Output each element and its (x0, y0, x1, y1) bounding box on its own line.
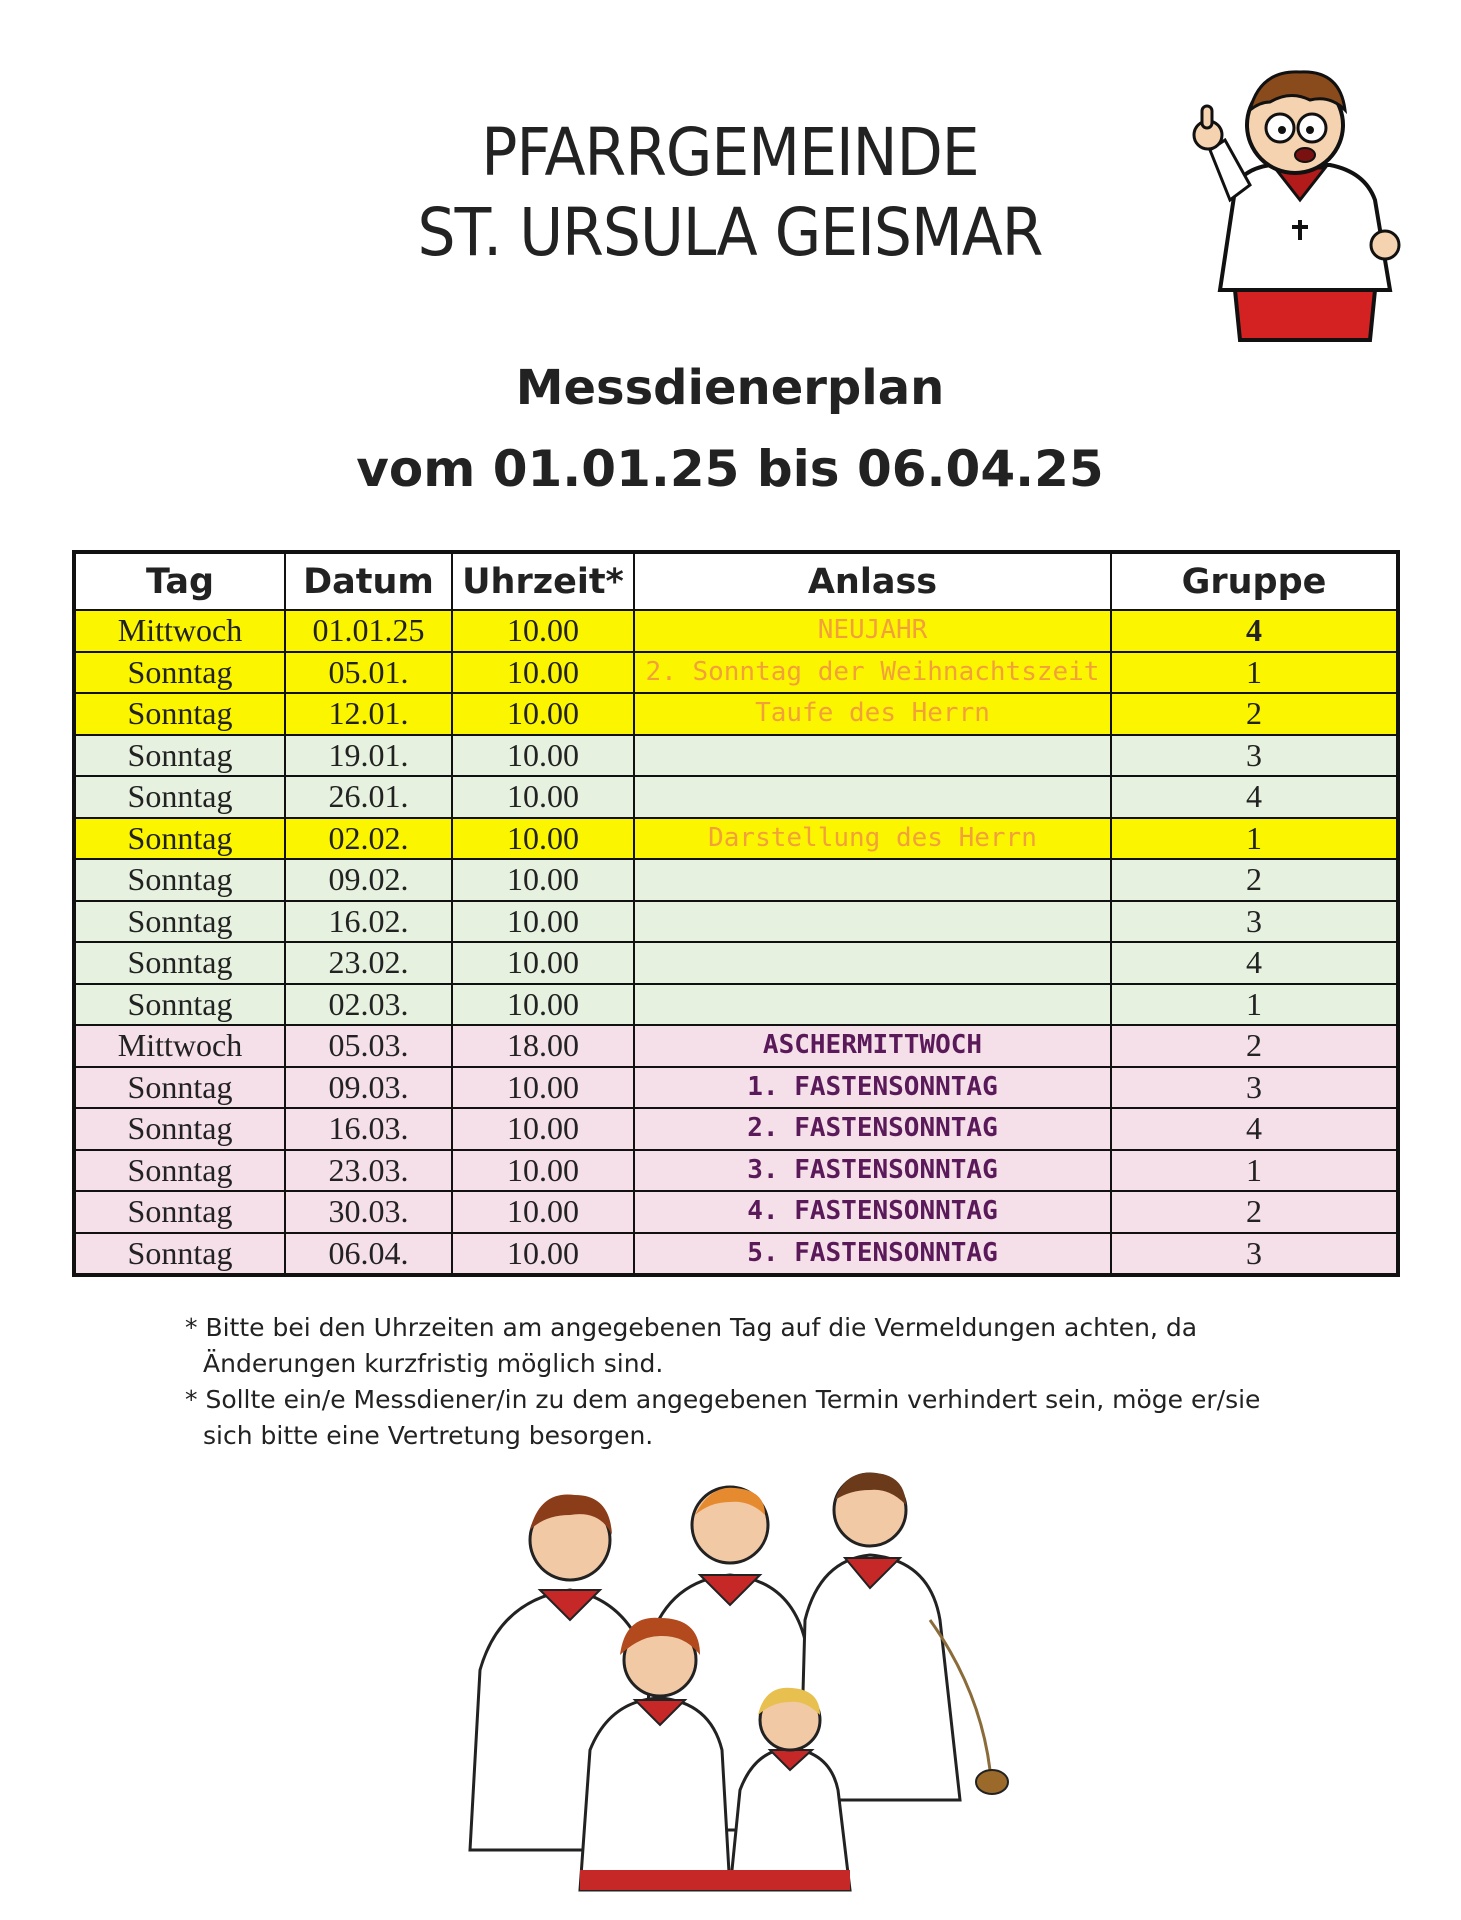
cell-datum: 02.02. (285, 818, 452, 860)
cell-anlass: 2. Sonntag der Weihnachtszeit (634, 652, 1111, 694)
cell-datum: 23.03. (285, 1150, 452, 1192)
cell-anlass (634, 735, 1111, 777)
table-row (74, 735, 1398, 777)
column-header-uhrzeit: Uhrzeit* (452, 552, 634, 610)
cell-anlass: 5. FASTENSONNTAG (634, 1233, 1111, 1276)
cell-anlass (634, 901, 1111, 943)
cell-tag: Sonntag (74, 1191, 285, 1233)
table-row (74, 942, 1398, 984)
table-row (74, 901, 1398, 943)
plan-title: Messdienerplan (515, 360, 945, 416)
table-row (74, 1191, 1398, 1233)
table-row (74, 984, 1398, 1026)
cell-tag: Sonntag (74, 859, 285, 901)
table-row (74, 652, 1398, 694)
cell-uhrzeit: 10.00 (452, 901, 634, 943)
table-row (74, 1233, 1398, 1276)
table-row (74, 1108, 1398, 1150)
cell-gruppe: 4 (1111, 942, 1398, 984)
cell-gruppe: 2 (1111, 1191, 1398, 1233)
cell-datum: 26.01. (285, 776, 452, 818)
cell-gruppe: 2 (1111, 693, 1398, 735)
cell-uhrzeit: 10.00 (452, 1067, 634, 1109)
cell-tag: Sonntag (74, 1108, 285, 1150)
cell-anlass (634, 859, 1111, 901)
cell-uhrzeit: 10.00 (452, 1233, 634, 1276)
cell-datum: 30.03. (285, 1191, 452, 1233)
cell-datum: 01.01.25 (285, 610, 452, 652)
cell-tag: Sonntag (74, 901, 285, 943)
cell-gruppe: 1 (1111, 818, 1398, 860)
parish-title-line2: ST. URSULA GEISMAR (417, 194, 1043, 272)
cell-gruppe: 3 (1111, 735, 1398, 777)
column-header-datum: Datum (285, 552, 452, 610)
cell-gruppe: 4 (1111, 776, 1398, 818)
table-row (74, 1067, 1398, 1109)
cell-tag: Mittwoch (74, 1025, 285, 1067)
cell-tag: Sonntag (74, 818, 285, 860)
cell-anlass: Taufe des Herrn (634, 693, 1111, 735)
cell-datum: 09.02. (285, 859, 452, 901)
table-row (74, 776, 1398, 818)
cell-uhrzeit: 10.00 (452, 1150, 634, 1192)
table-row (74, 1150, 1398, 1192)
column-header-gruppe: Gruppe (1111, 552, 1398, 610)
cell-gruppe: 3 (1111, 1233, 1398, 1276)
cell-datum: 05.03. (285, 1025, 452, 1067)
cell-anlass: ASCHERMITTWOCH (634, 1025, 1111, 1067)
table-row (74, 693, 1398, 735)
parish-title-line1: PFARRGEMEINDE (481, 114, 979, 192)
cell-datum: 23.02. (285, 942, 452, 984)
cell-datum: 09.03. (285, 1067, 452, 1109)
table-row (74, 610, 1398, 652)
cell-gruppe: 1 (1111, 984, 1398, 1026)
altar-server-schedule-table (72, 550, 1400, 1277)
cell-datum: 05.01. (285, 652, 452, 694)
cell-gruppe: 4 (1111, 1108, 1398, 1150)
cell-tag: Sonntag (74, 1150, 285, 1192)
column-header-tag: Tag (74, 552, 285, 610)
cell-tag: Sonntag (74, 984, 285, 1026)
cell-gruppe: 1 (1111, 652, 1398, 694)
cell-datum: 16.02. (285, 901, 452, 943)
cell-uhrzeit: 10.00 (452, 735, 634, 777)
cell-gruppe: 1 (1111, 1150, 1398, 1192)
cell-gruppe: 2 (1111, 1025, 1398, 1067)
cell-tag: Sonntag (74, 1067, 285, 1109)
table-row (74, 818, 1398, 860)
cell-datum: 19.01. (285, 735, 452, 777)
footnote-times: * Bitte bei den Uhrzeiten am angegebenen Tag auf die Vermeldungen achten, da Änderungen kurzfristig möglich sind. (185, 1313, 1198, 1378)
table-body (74, 610, 1398, 1275)
cell-anlass: Darstellung des Herrn (634, 818, 1111, 860)
cell-uhrzeit: 10.00 (452, 859, 634, 901)
cell-uhrzeit: 10.00 (452, 984, 634, 1026)
cell-datum: 06.04. (285, 1233, 452, 1276)
cell-tag: Sonntag (74, 735, 285, 777)
cell-anlass: 2. FASTENSONNTAG (634, 1108, 1111, 1150)
cell-tag: Mittwoch (74, 610, 285, 652)
table-row (74, 1025, 1398, 1067)
footnote-substitute: * Sollte ein/e Messdiener/in zu dem angegebenen Termin verhindert sein, möge er/sie sich bitte eine Vertretung besorgen. (185, 1385, 1261, 1450)
cell-anlass: 4. FASTENSONNTAG (634, 1191, 1111, 1233)
cell-tag: Sonntag (74, 776, 285, 818)
cell-tag: Sonntag (74, 652, 285, 694)
cell-anlass (634, 984, 1111, 1026)
cell-tag: Sonntag (74, 693, 285, 735)
cell-anlass: 1. FASTENSONNTAG (634, 1067, 1111, 1109)
cell-uhrzeit: 10.00 (452, 693, 634, 735)
cell-gruppe: 2 (1111, 859, 1398, 901)
table-header-row (74, 552, 1398, 610)
altar-servers-group-icon (460, 1470, 1040, 1910)
cell-tag: Sonntag (74, 942, 285, 984)
cell-gruppe: 3 (1111, 1067, 1398, 1109)
cell-anlass (634, 776, 1111, 818)
cell-uhrzeit: 10.00 (452, 776, 634, 818)
cell-anlass (634, 942, 1111, 984)
cell-datum: 02.03. (285, 984, 452, 1026)
column-header-anlass: Anlass (634, 552, 1111, 610)
cell-uhrzeit: 10.00 (452, 610, 634, 652)
cell-anlass: NEUJAHR (634, 610, 1111, 652)
cell-anlass: 3. FASTENSONNTAG (634, 1150, 1111, 1192)
cell-uhrzeit: 10.00 (452, 1191, 634, 1233)
cell-uhrzeit: 10.00 (452, 652, 634, 694)
cell-gruppe: 3 (1111, 901, 1398, 943)
cell-uhrzeit: 10.00 (452, 818, 634, 860)
footnotes (185, 1310, 1285, 1454)
cell-tag: Sonntag (74, 1233, 285, 1276)
altar-boy-thumbs-up-icon (1180, 40, 1420, 350)
cell-uhrzeit: 10.00 (452, 1108, 634, 1150)
plan-period: vom 01.01.25 bis 06.04.25 (356, 440, 1104, 498)
cell-datum: 12.01. (285, 693, 452, 735)
cell-datum: 16.03. (285, 1108, 452, 1150)
cell-uhrzeit: 10.00 (452, 942, 634, 984)
cell-uhrzeit: 18.00 (452, 1025, 634, 1067)
cell-gruppe: 4 (1111, 610, 1398, 652)
table-row (74, 859, 1398, 901)
